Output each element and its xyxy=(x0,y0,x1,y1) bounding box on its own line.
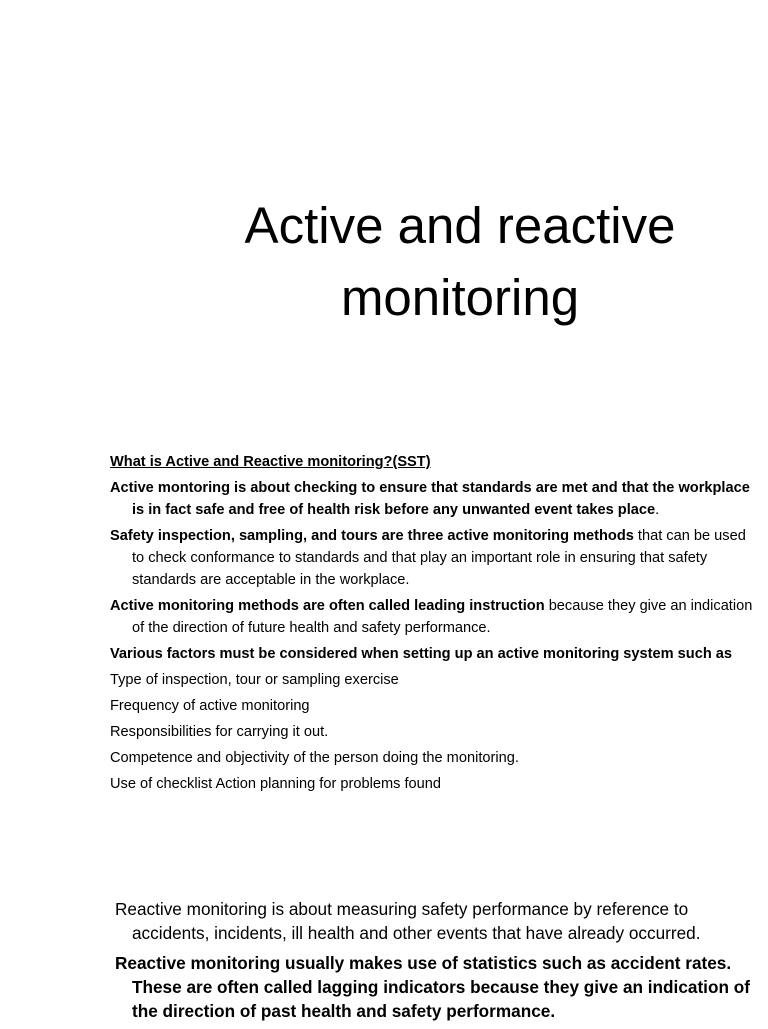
list-item: Competence and objectivity of the person doing the monitoring. xyxy=(110,750,519,766)
paragraph-active-methods xyxy=(110,525,755,591)
paragraph-1-tail: . xyxy=(655,502,660,518)
paragraph-2-tail: that can be used to check conformance to standards and that play an important role in ensuring that safety standards are acceptable in the workplace. xyxy=(132,528,746,588)
reactive-monitoring-section xyxy=(115,897,765,1029)
list-item: Frequency of active monitoring xyxy=(110,698,310,714)
paragraph-reactive-definition: Reactive monitoring is about measuring safety performance by reference to accidents, incidents, ill health and other events that have already occurred. xyxy=(115,899,701,943)
paragraph-1-bold: Active montoring is about checking to ensure that standards are met and that the workplace is in fact safe and free of health risk before any unwanted event takes place xyxy=(110,480,750,518)
list-item: Responsibilities for carrying it out. xyxy=(110,724,329,740)
list-item: Use of checklist Action planning for problems found xyxy=(110,776,441,792)
paragraph-3-tail: because they give an indication of the direction of future health and safety performance. xyxy=(132,598,753,636)
section-heading: What is Active and Reactive monitoring?(SST) xyxy=(110,454,431,470)
list-item: Type of inspection, tour or sampling exercise xyxy=(110,672,399,688)
active-monitoring-section xyxy=(110,451,755,799)
paragraph-3-bold: Active monitoring methods are often called leading instruction xyxy=(110,598,545,614)
paragraph-leading-instruction xyxy=(110,595,755,639)
paragraph-factors: Various factors must be considered when setting up an active monitoring system such as xyxy=(110,646,733,662)
paragraph-2-bold: Safety inspection, sampling, and tours are three active monitoring methods xyxy=(110,528,634,544)
title-line-2: monitoring xyxy=(340,269,580,326)
paragraph-active-definition xyxy=(110,477,755,521)
page-title xyxy=(180,190,740,334)
paragraph-lagging-indicators: Reactive monitoring usually makes use of statistics such as accident rates. These are often called lagging indicators because they give an indication of the direction of past health and safety performance. xyxy=(115,953,750,1021)
title-line-1: Active and reactive xyxy=(244,197,676,254)
